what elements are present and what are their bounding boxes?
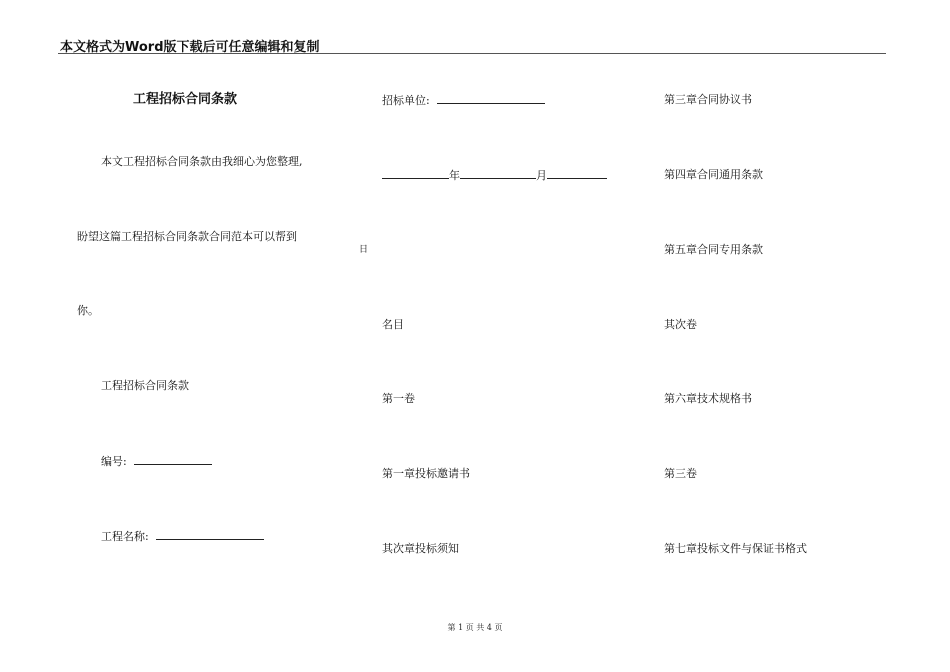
page-footer: 第 1 页 共 4 页: [447, 623, 503, 632]
document-header: 本文格式为Word版下载后可任意编辑和复制: [60, 40, 320, 55]
chapter-7: 第七章投标文件与保证书格式: [664, 542, 807, 555]
code-blank: [134, 454, 212, 465]
project-blank: [156, 529, 264, 540]
year-blank: [382, 168, 449, 179]
volume-1: 第一卷: [382, 392, 415, 405]
subtitle: 工程招标合同条款: [101, 379, 189, 392]
year-label: 年: [449, 169, 460, 182]
bidder-field: [382, 93, 545, 108]
bidder-blank: [437, 93, 545, 104]
chapter-1: 第一章投标邀请书: [382, 467, 470, 480]
chapter-3: 第三章合同协议书: [664, 93, 752, 106]
day-blank: [547, 168, 607, 179]
header-rule: [58, 53, 886, 54]
month-label: 月: [536, 169, 547, 182]
day-label: 日: [359, 245, 369, 255]
intro-line-1: 本文工程招标合同条款由我细心为您整理,: [101, 155, 303, 168]
intro-line-2: 盼望这篇工程招标合同条款合同范本可以帮到: [77, 230, 297, 243]
bidder-label: 招标单位:: [382, 94, 430, 107]
project-field: [101, 529, 264, 544]
chapter-2: 其次章投标须知: [382, 542, 459, 555]
code-field: [101, 454, 212, 469]
volume-3: 第三卷: [664, 467, 697, 480]
date-field: [382, 168, 607, 183]
code-label: 编号:: [101, 455, 127, 468]
chapter-5: 第五章合同专用条款: [664, 243, 763, 256]
toc-heading: 名目: [382, 318, 404, 331]
month-blank: [460, 168, 536, 179]
intro-line-3: 你。: [77, 304, 99, 317]
chapter-4: 第四章合同通用条款: [664, 168, 763, 181]
project-label: 工程名称:: [101, 530, 149, 543]
doc-title: 工程招标合同条款: [133, 92, 238, 107]
volume-2: 其次卷: [664, 318, 697, 331]
chapter-6: 第六章技术规格书: [664, 392, 752, 405]
